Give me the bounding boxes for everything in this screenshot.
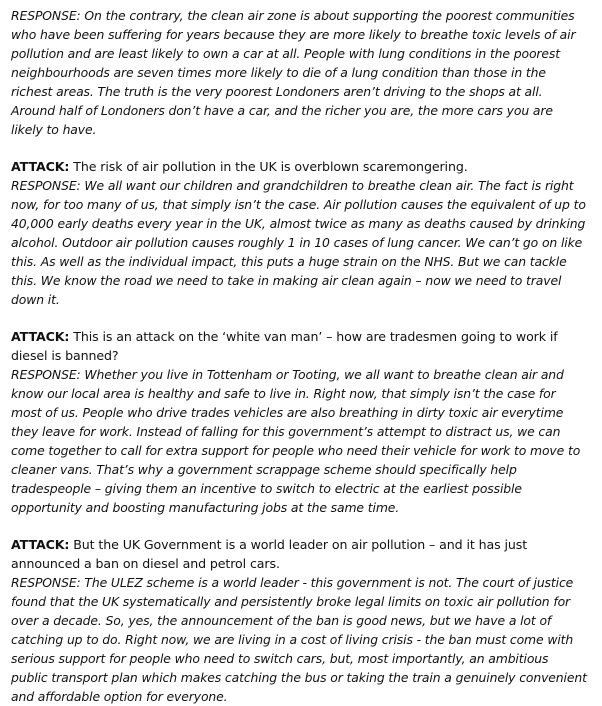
section-spacer (11, 309, 588, 327)
response-paragraph-2: RESPONSE: We all want our children and grandchildren to breathe clean air. The fact is right now, for too many of us, that simply isn’t the case. Air pollution causes the equivalent of up to 40,000 early deaths every year in the UK, almost twice as many as deaths caused by drinking alcohol. Outdoor air pollution causes roughly 1 in 10 cases of lung cancer. We can’t go on like this. As well as the individual impact, this puts a huge strain on the NHS. But we can tackle this. We know the road we need to take in making air clean again – now we need to travel down it. (11, 178, 586, 307)
response-paragraph-4: RESPONSE: The ULEZ scheme is a world leader - this government is not. The court of justice found that the UK systematically and persistently broke legal limits on toxic air pollution for over a decade. So, yes, the announcement of the ban is good news, but we have a lot of catching up to do. Right now, we are living in a cost of living crisis - the ban must come with serious support for people who need to switch cars, but, most importantly, an ambitious public transport plan which makes catching the bus or taking the train a genuinely convenient and affordable option for everyone. (11, 575, 587, 704)
attack-label: ATTACK: (11, 159, 70, 174)
attack-text: But the UK Government is a world leader on air pollution – and it has just announced a ban on diesel and petrol cars. (11, 537, 528, 571)
attack-paragraph-2 (11, 157, 588, 176)
attack-paragraph-4 (11, 535, 588, 573)
attack-label: ATTACK: (11, 329, 70, 344)
attack-text: The risk of air pollution in the UK is overblown scaremongering. (69, 159, 468, 174)
section-spacer (11, 517, 588, 535)
attack-paragraph-3 (11, 327, 588, 365)
response-paragraph-1: RESPONSE: On the contrary, the clean air zone is about supporting the poorest communities who have been suffering for years because they are more likely to breathe toxic levels of air pollution and are least likely to own a car at all. People with lung conditions in the poorest neighbourhoods are seven times more likely to die of a lung condition than those in the richest areas. The truth is the very poorest Londoners aren’t driving to the shops at all. Around half of Londoners don’t have a car, and the richer you are, the more cars you are likely to have. (11, 8, 576, 137)
attack-label: ATTACK: (11, 537, 70, 552)
section-spacer (11, 139, 588, 157)
attack-text: This is an attack on the ‘white van man’ – how are tradesmen going to work if diesel is banned? (11, 329, 558, 363)
response-paragraph-3: RESPONSE: Whether you live in Tottenham or Tooting, we all want to breathe clean air and know our local area is healthy and safe to live in. Right now, that simply isn’t the case for most of us. People who drive trades vehicles are also breathing in dirty toxic air everytime they leave for work. Instead of falling for this government’s attempt to distract us, we can come together to call for extra support for people who need their vehicle for work to move to cleaner vans. That’s why a government scrappage scheme should specifically help tradespeople – giving them an incentive to switch to electric at the earliest possible opportunity and boosting manufacturing jobs at the same time. (11, 367, 581, 515)
